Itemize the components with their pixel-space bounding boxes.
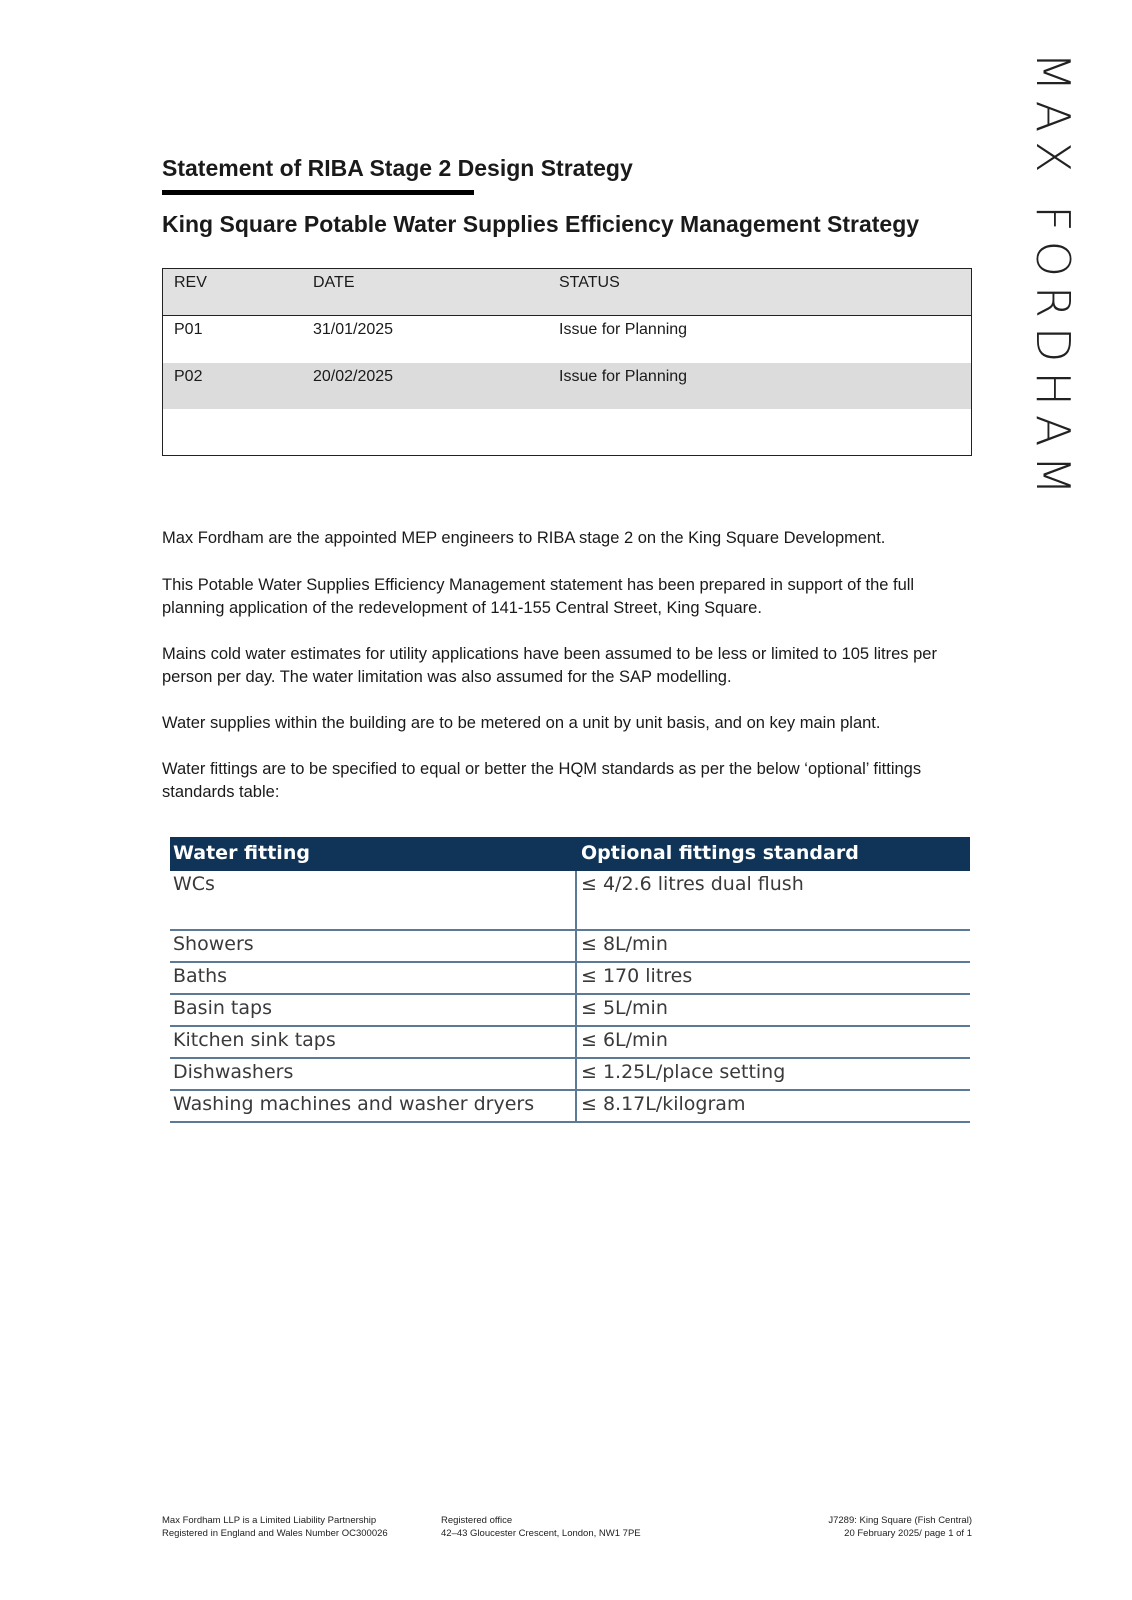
water-fittings-table xyxy=(170,837,970,1123)
footer-company-line2: Registered in England and Wales Number OC300026 xyxy=(162,1528,388,1539)
paragraph-water-estimates: Mains cold water estimates for utility applications have been assumed to be less or limited to 105 litres per person per day. The water limitation was also assumed for the SAP modelling. xyxy=(162,645,937,686)
revision-header-row xyxy=(163,269,971,316)
fitting-name: Basin taps xyxy=(173,997,272,1019)
paragraph-metering: Water supplies within the building are to be metered on a unit by unit basis, and on key main plant. xyxy=(162,714,881,732)
footer-office-line1: Registered office xyxy=(441,1515,513,1526)
fitting-standard: ≤ 8.17L/kilogram xyxy=(581,1093,746,1115)
fittings-row xyxy=(170,1027,970,1059)
fittings-row xyxy=(170,871,970,931)
fitting-name: Baths xyxy=(173,965,228,987)
fitting-standard: ≤ 1.25L/place setting xyxy=(581,1061,786,1083)
fittings-row xyxy=(170,1059,970,1091)
paragraph-fittings: Water fittings are to be specified to equal or better the HQM standards as per the below ‘optional’ fittings standards table: xyxy=(162,760,922,801)
fittings-row xyxy=(170,995,970,1027)
status-cell: Issue for Planning xyxy=(559,368,688,385)
document-title: Statement of RIBA Stage 2 Design Strategy xyxy=(162,155,633,181)
fitting-name: Kitchen sink taps xyxy=(173,1029,336,1051)
status-cell: Issue for Planning xyxy=(559,321,688,338)
fittings-header-row xyxy=(170,837,970,871)
footer-company xyxy=(162,1514,388,1540)
fitting-name: Showers xyxy=(173,933,254,955)
fitting-name: Washing machines and washer dryers xyxy=(173,1093,535,1115)
date-header: DATE xyxy=(313,274,355,291)
date-cell: 31/01/2025 xyxy=(313,321,394,338)
fittings-row xyxy=(170,931,970,963)
date-cell: 20/02/2025 xyxy=(313,368,394,385)
rev-header: REV xyxy=(174,274,207,291)
fitting-standard: ≤ 8L/min xyxy=(581,933,668,955)
paragraph-intro: Max Fordham are the appointed MEP engineers to RIBA stage 2 on the King Square Development. xyxy=(162,529,886,547)
fittings-row xyxy=(170,1091,970,1123)
footer-office xyxy=(441,1514,641,1540)
fitting-name: WCs xyxy=(173,873,215,895)
document-subtitle: King Square Potable Water Supplies Efficiency Management Strategy xyxy=(162,211,920,237)
fitting-standard: ≤ 4/2.6 litres dual flush xyxy=(581,873,804,895)
fitting-standard: ≤ 5L/min xyxy=(581,997,668,1019)
revision-row xyxy=(163,363,971,409)
revision-table xyxy=(162,268,972,456)
standard-header: Optional fittings standard xyxy=(581,842,859,864)
fitting-standard: ≤ 6L/min xyxy=(581,1029,668,1051)
footer-project-line2: 20 February 2025/ page 1 of 1 xyxy=(844,1528,972,1539)
fitting-standard: ≤ 170 litres xyxy=(581,965,693,987)
revision-row xyxy=(163,316,971,362)
status-header: STATUS xyxy=(559,274,620,291)
fitting-name: Dishwashers xyxy=(173,1061,294,1083)
title-underline xyxy=(162,190,474,195)
footer-project xyxy=(828,1514,972,1540)
water-fitting-header: Water fitting xyxy=(173,842,310,864)
company-logo: MAX FORDHAM xyxy=(1026,52,1080,505)
footer-company-line1: Max Fordham LLP is a Limited Liability Partnership xyxy=(162,1515,377,1526)
footer-office-line2: 42–43 Gloucester Crescent, London, NW1 7PE xyxy=(441,1528,641,1539)
rev-cell: P01 xyxy=(174,321,203,338)
fittings-row xyxy=(170,963,970,995)
footer-project-line1: J7289: King Square (Fish Central) xyxy=(828,1515,972,1526)
paragraph-purpose: This Potable Water Supplies Efficiency Management statement has been prepared in support of the full planning application of the redevelopment of 141-155 Central Street, King Square. xyxy=(162,576,915,617)
rev-cell: P02 xyxy=(174,368,203,385)
